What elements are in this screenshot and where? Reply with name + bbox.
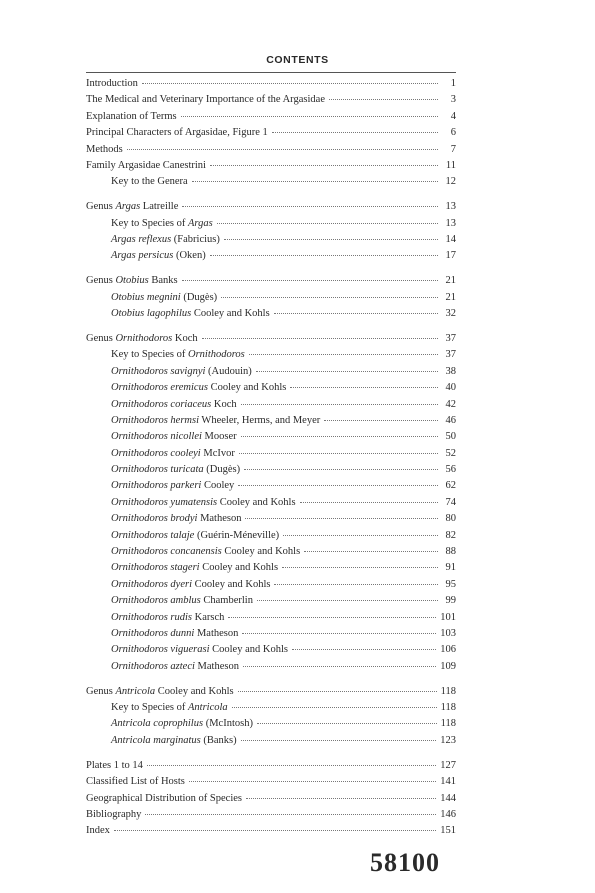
toc-entry-text: Explanation of Terms bbox=[86, 110, 177, 122]
dot-leader bbox=[256, 370, 438, 372]
toc-entry-italic-text: Argas reflexus bbox=[111, 234, 172, 246]
toc-entry bbox=[86, 612, 456, 628]
toc-page-number: 123 bbox=[440, 734, 456, 746]
dot-leader bbox=[224, 238, 438, 240]
toc-entry bbox=[86, 562, 456, 578]
toc-entry bbox=[86, 735, 456, 751]
toc-entry-italic-text: Ornithodoros coriaceus bbox=[111, 398, 212, 410]
toc-page-number: 14 bbox=[445, 234, 456, 246]
dot-leader bbox=[182, 279, 438, 281]
toc-page-number: 42 bbox=[445, 398, 456, 410]
toc-page-number: 99 bbox=[445, 595, 456, 607]
toc-page-number: 144 bbox=[440, 792, 456, 804]
toc-entry-italic-text: Ornithodoros bbox=[115, 332, 173, 344]
toc-page-number: 118 bbox=[440, 718, 456, 730]
dot-leader bbox=[242, 632, 436, 634]
dot-leader bbox=[232, 706, 437, 708]
toc-page-number: 151 bbox=[440, 825, 456, 837]
dot-leader bbox=[304, 550, 438, 552]
toc-page-number: 91 bbox=[445, 562, 456, 574]
dot-leader bbox=[324, 419, 438, 421]
dot-leader bbox=[181, 115, 438, 117]
toc-entry-text: (Fabricius) bbox=[171, 234, 220, 246]
toc-entry-text: (McIntosh) bbox=[203, 718, 253, 730]
toc-page-number: 80 bbox=[445, 513, 456, 525]
toc-entry-text: Cooley bbox=[201, 480, 235, 492]
toc-entry bbox=[86, 464, 456, 480]
toc-entry-title bbox=[111, 250, 206, 261]
toc-entry bbox=[86, 94, 456, 110]
toc-page-number: 52 bbox=[445, 447, 456, 459]
toc-entry-italic-text: Ornithodoros dunni bbox=[111, 628, 195, 639]
toc-entry-text: Cooley and Kohls bbox=[209, 644, 288, 656]
toc-entry-title bbox=[111, 234, 220, 245]
toc-entry-title bbox=[86, 333, 198, 344]
toc-entry-title bbox=[111, 612, 224, 623]
toc-entry-text: Banks bbox=[148, 275, 178, 287]
toc-entry-text: Koch bbox=[211, 398, 237, 410]
toc-entry-title bbox=[86, 793, 242, 804]
toc-page-number: 4 bbox=[450, 110, 456, 122]
toc-entry bbox=[86, 349, 456, 365]
toc-entry-title bbox=[111, 382, 286, 393]
toc-entry-italic-text: Argas bbox=[187, 217, 213, 229]
toc-entry-italic-text: Argas persicus bbox=[111, 250, 174, 262]
toc-entry-text: (Audouin) bbox=[205, 365, 252, 377]
toc-entry bbox=[86, 644, 456, 660]
dot-leader bbox=[274, 312, 438, 314]
toc-page-number: 6 bbox=[450, 127, 456, 139]
dot-leader bbox=[238, 484, 438, 486]
toc-entry bbox=[86, 78, 456, 94]
toc-entry bbox=[86, 686, 456, 702]
toc-entry-italic-text: Ornithodoros hermsi bbox=[111, 414, 199, 426]
toc-entry bbox=[86, 415, 456, 431]
toc-entry-title bbox=[86, 809, 141, 820]
toc-entry bbox=[86, 234, 456, 250]
toc-entry-title bbox=[111, 366, 252, 377]
toc-entry-italic-text: Antricola bbox=[115, 685, 156, 697]
toc-entry-italic-text: Otobius bbox=[115, 275, 149, 287]
toc-page-number: 13 bbox=[445, 217, 456, 229]
toc-entry-italic-text: Ornithodoros amblus bbox=[111, 595, 201, 607]
toc-entry-title bbox=[111, 308, 270, 319]
toc-entry-text: Chamberlin bbox=[200, 595, 253, 607]
toc-entry bbox=[86, 661, 456, 677]
toc-entry-title bbox=[111, 448, 235, 459]
toc-entry bbox=[86, 530, 456, 546]
dot-leader bbox=[257, 599, 438, 601]
toc-entry-italic-text: Ornithodoros viguerasi bbox=[111, 644, 210, 656]
toc-entry-title bbox=[111, 399, 237, 410]
toc-entry bbox=[86, 292, 456, 308]
toc-entry-title bbox=[86, 776, 185, 787]
dot-leader bbox=[147, 764, 436, 766]
toc-entry-title bbox=[111, 480, 234, 491]
dot-leader bbox=[192, 180, 438, 182]
toc-entry-italic-text: Ornithodoros talaje bbox=[111, 529, 195, 541]
toc-entry bbox=[86, 201, 456, 217]
dot-leader bbox=[300, 501, 438, 503]
dot-leader bbox=[145, 813, 436, 815]
toc-entry-text: Matheson bbox=[194, 628, 239, 639]
toc-entry-italic-text: Ornithodoros dyeri bbox=[111, 578, 192, 590]
toc-entry bbox=[86, 275, 456, 291]
toc-entry-text: Cooley and Kohls bbox=[191, 308, 270, 320]
toc-entry-title bbox=[111, 431, 237, 442]
toc-entry-title bbox=[111, 415, 320, 426]
dot-leader bbox=[241, 403, 438, 405]
toc-entry-text: Classified List of Hosts bbox=[86, 776, 185, 788]
toc-entry-title bbox=[86, 760, 143, 771]
toc-page-number: 3 bbox=[450, 94, 456, 106]
toc-entry bbox=[86, 595, 456, 611]
toc-entry-title bbox=[111, 628, 238, 639]
toc-entry bbox=[86, 776, 456, 792]
heading-rule bbox=[86, 72, 456, 73]
toc-entry-italic-text: Ornithodoros cooleyi bbox=[111, 447, 201, 459]
toc-entry-text: Matheson bbox=[194, 660, 239, 672]
toc-entry bbox=[86, 399, 456, 415]
toc-entry-text: Genus bbox=[86, 201, 116, 213]
toc-entry-text: Cooley and Kohls bbox=[192, 578, 271, 590]
dot-leader bbox=[210, 164, 438, 166]
toc-entry-text: Genus bbox=[86, 685, 116, 697]
dot-leader bbox=[292, 648, 436, 650]
toc-entry-title bbox=[86, 111, 177, 122]
toc-entry-text: Mooser bbox=[201, 431, 237, 443]
toc-entry-title bbox=[86, 686, 234, 697]
toc-entry-text: (Banks) bbox=[200, 734, 237, 746]
toc-page-number: 127 bbox=[440, 759, 456, 771]
toc-entry-title bbox=[111, 595, 253, 606]
dot-leader bbox=[241, 739, 437, 741]
dot-leader bbox=[239, 452, 438, 454]
toc-entry-text: Index bbox=[86, 825, 110, 837]
toc-entry-title bbox=[111, 176, 188, 187]
dot-leader bbox=[210, 254, 438, 256]
toc-entry-title bbox=[111, 218, 213, 229]
toc-entry bbox=[86, 579, 456, 595]
dot-leader bbox=[202, 337, 438, 339]
toc-page-number: 37 bbox=[445, 349, 456, 361]
toc-entry bbox=[86, 546, 456, 562]
toc-entry-title bbox=[86, 201, 178, 212]
toc-entry-italic-text: Ornithodoros eremicus bbox=[111, 382, 208, 394]
toc-entry-text: Key to Species of bbox=[111, 349, 188, 361]
toc-entry-title bbox=[111, 464, 240, 475]
toc-page-number: 88 bbox=[445, 546, 456, 558]
toc-entry-italic-text: Ornithodoros azteci bbox=[111, 660, 195, 672]
toc-page-number: 1 bbox=[450, 78, 456, 89]
toc-page-number: 106 bbox=[440, 644, 456, 656]
toc-entry-italic-text: Ornithodoros rudis bbox=[111, 611, 193, 623]
toc-entry-title bbox=[86, 144, 123, 155]
toc-page-number: 32 bbox=[445, 308, 456, 320]
toc-entry bbox=[86, 366, 456, 382]
toc-page-number: 37 bbox=[445, 332, 456, 344]
dot-leader bbox=[189, 780, 436, 782]
toc-entry-italic-text: Antricola marginatus bbox=[111, 734, 201, 746]
dot-leader bbox=[274, 583, 438, 585]
toc-entry-title bbox=[111, 718, 253, 729]
toc-entry bbox=[86, 718, 456, 734]
toc-page-number: 56 bbox=[445, 464, 456, 476]
toc-entry-text: (Dugès) bbox=[203, 464, 241, 476]
toc-entry-text: Cooley and Kohls bbox=[221, 546, 301, 558]
toc-page-number: 118 bbox=[440, 685, 456, 697]
toc-entry bbox=[86, 480, 456, 496]
toc-entry-text: Koch bbox=[172, 332, 198, 344]
toc-entry-text: McIvor bbox=[200, 447, 235, 459]
toc-entry bbox=[86, 382, 456, 398]
toc-page-number: 82 bbox=[445, 529, 456, 541]
toc-entry-italic-text: Antricola bbox=[187, 702, 228, 714]
dot-leader bbox=[329, 98, 438, 100]
dot-leader bbox=[241, 435, 438, 437]
toc-entry-title bbox=[111, 579, 270, 590]
toc-entry-text: Key to the Genera bbox=[111, 176, 188, 188]
toc-entry-text: Cooley and Kohls bbox=[155, 685, 234, 697]
dot-leader bbox=[246, 797, 436, 799]
toc-entry bbox=[86, 497, 456, 513]
toc-entry bbox=[86, 431, 456, 447]
toc-entry-title bbox=[111, 349, 245, 360]
toc-entry bbox=[86, 809, 456, 825]
dot-leader bbox=[272, 131, 438, 133]
toc-entry bbox=[86, 702, 456, 718]
toc-entry-italic-text: Ornithodoros savignyi bbox=[111, 365, 206, 377]
dot-leader bbox=[228, 616, 436, 618]
dot-leader bbox=[142, 82, 438, 84]
toc-entry bbox=[86, 825, 456, 841]
dot-leader bbox=[182, 205, 438, 207]
toc-page-number: 21 bbox=[445, 275, 456, 287]
toc-entry bbox=[86, 308, 456, 324]
toc-entry-text: Geographical Distribution of Species bbox=[86, 792, 243, 804]
toc-entry bbox=[86, 513, 456, 529]
toc-page-number: 12 bbox=[445, 176, 456, 188]
dot-leader bbox=[221, 296, 438, 298]
toc-page-number: 13 bbox=[445, 201, 456, 213]
toc-entry bbox=[86, 176, 456, 192]
toc-entry-text: Matheson bbox=[197, 513, 242, 525]
toc-entry-text: Introduction bbox=[86, 78, 138, 89]
toc-entry-text: (Oken) bbox=[173, 250, 206, 262]
toc-page-number: 17 bbox=[445, 250, 456, 262]
dot-leader bbox=[245, 517, 438, 519]
toc-page-number: 50 bbox=[445, 431, 456, 443]
toc-page-number: 7 bbox=[450, 143, 456, 155]
toc-entry-title bbox=[111, 661, 239, 672]
toc-entry-title bbox=[111, 735, 237, 746]
toc-entry-title bbox=[111, 292, 217, 303]
toc-entry bbox=[86, 127, 456, 143]
toc-page-number: 11 bbox=[445, 159, 456, 171]
toc-page-number: 101 bbox=[440, 611, 456, 623]
toc-entry bbox=[86, 144, 456, 160]
dot-leader bbox=[283, 534, 438, 536]
dot-leader bbox=[244, 468, 438, 470]
toc-entry-italic-text: Otobius lagophilus bbox=[111, 308, 192, 320]
toc-page-number: 95 bbox=[445, 578, 456, 590]
toc-entry-italic-text: Antricola coprophilus bbox=[111, 718, 204, 730]
toc-entry bbox=[86, 160, 456, 176]
toc-entry-text: Cooley and Kohls bbox=[199, 562, 279, 574]
toc-entry bbox=[86, 250, 456, 266]
toc-entry-italic-text: Otobius megnini bbox=[111, 291, 181, 303]
toc-entry-text: Karsch bbox=[192, 611, 225, 623]
toc-entry-text: Genus bbox=[86, 332, 116, 344]
toc-entry-title bbox=[86, 160, 206, 171]
toc-page-number: 118 bbox=[440, 702, 456, 714]
dot-leader bbox=[217, 222, 438, 224]
toc-entry-text: Key to Species of bbox=[111, 217, 188, 229]
toc-entry-text: The Medical and Veterinary Importance of the Argasidae bbox=[86, 94, 325, 106]
toc-page-number: 46 bbox=[445, 414, 456, 426]
toc-entry-text: Plates 1 to 14 bbox=[86, 759, 143, 771]
toc-entry-title bbox=[111, 497, 296, 508]
toc-entry bbox=[86, 628, 456, 644]
toc-entry bbox=[86, 760, 456, 776]
toc-entry-text: (Dugès) bbox=[180, 291, 218, 303]
toc-entry-text: Methods bbox=[86, 143, 123, 155]
toc-entry-title bbox=[111, 530, 279, 541]
toc-entry-title bbox=[86, 78, 138, 89]
toc-entry-italic-text: Ornithodoros brodyi bbox=[111, 513, 198, 525]
toc-entry bbox=[86, 218, 456, 234]
toc-entry-italic-text: Ornithodoros concanensis bbox=[111, 546, 222, 558]
toc-entry-text: (Guérin-Méneville) bbox=[194, 529, 280, 541]
dot-leader bbox=[249, 353, 438, 355]
toc-entry bbox=[86, 111, 456, 127]
toc-entry-text: Family Argasidae Canestrini bbox=[86, 159, 206, 171]
dot-leader bbox=[127, 148, 438, 150]
toc-page-number: 146 bbox=[440, 808, 456, 820]
toc-entry-title bbox=[111, 702, 228, 713]
toc-entry-title bbox=[111, 562, 278, 573]
toc-page-number: 109 bbox=[440, 660, 456, 672]
toc-entry-title bbox=[111, 644, 288, 655]
toc-entry-title bbox=[86, 127, 268, 138]
toc-entry-text: Cooley and Kohls bbox=[217, 496, 296, 508]
dot-leader bbox=[290, 386, 438, 388]
dot-leader bbox=[238, 690, 437, 692]
toc-entry-italic-text: Ornithodoros nicollei bbox=[111, 431, 202, 443]
toc-entry-text: Principal Characters of Argasidae, Figure 1 bbox=[86, 127, 268, 139]
toc-entry-text: Latreille bbox=[140, 201, 179, 213]
dot-leader bbox=[282, 566, 438, 568]
toc-entry-italic-text: Ornithodoros yumatensis bbox=[111, 496, 218, 508]
contents-heading: CONTENTS bbox=[266, 54, 329, 66]
toc-entry-italic-text: Ornithodoros parkeri bbox=[111, 480, 202, 492]
toc-entry bbox=[86, 793, 456, 809]
toc-entry-italic-text: Ornithodoros turicata bbox=[111, 464, 204, 476]
dot-leader bbox=[257, 722, 437, 724]
dot-leader bbox=[114, 829, 436, 831]
toc-page-number: 74 bbox=[445, 496, 456, 508]
dot-leader bbox=[243, 665, 436, 667]
toc-entry-italic-text: Ornithodoros stageri bbox=[111, 562, 200, 574]
toc-entry-title bbox=[111, 513, 241, 524]
toc-entry bbox=[86, 448, 456, 464]
toc-page-number: 141 bbox=[440, 776, 456, 788]
toc-page-number: 21 bbox=[445, 291, 456, 303]
toc-entry-text: Genus bbox=[86, 275, 116, 287]
table-of-contents bbox=[86, 78, 456, 842]
toc-page-number: 40 bbox=[445, 382, 456, 394]
toc-entry-text: Key to Species of bbox=[111, 702, 188, 714]
toc-entry-italic-text: Argas bbox=[115, 201, 141, 213]
toc-entry bbox=[86, 333, 456, 349]
toc-page-number: 103 bbox=[440, 628, 456, 639]
toc-entry-text: Cooley and Kohls bbox=[207, 382, 287, 394]
toc-entry-title bbox=[86, 825, 110, 836]
toc-entry-text: Bibliography bbox=[86, 808, 142, 820]
toc-entry-title bbox=[86, 94, 325, 105]
toc-page-number: 62 bbox=[445, 480, 456, 492]
accession-number-stamp: 58100 bbox=[370, 848, 440, 877]
toc-entry-title bbox=[111, 546, 300, 557]
toc-entry-title bbox=[86, 275, 178, 286]
toc-page-number: 38 bbox=[445, 365, 456, 377]
toc-entry-text: Wheeler, Herms, and Meyer bbox=[199, 414, 321, 426]
toc-entry-italic-text: Ornithodoros bbox=[187, 349, 245, 361]
